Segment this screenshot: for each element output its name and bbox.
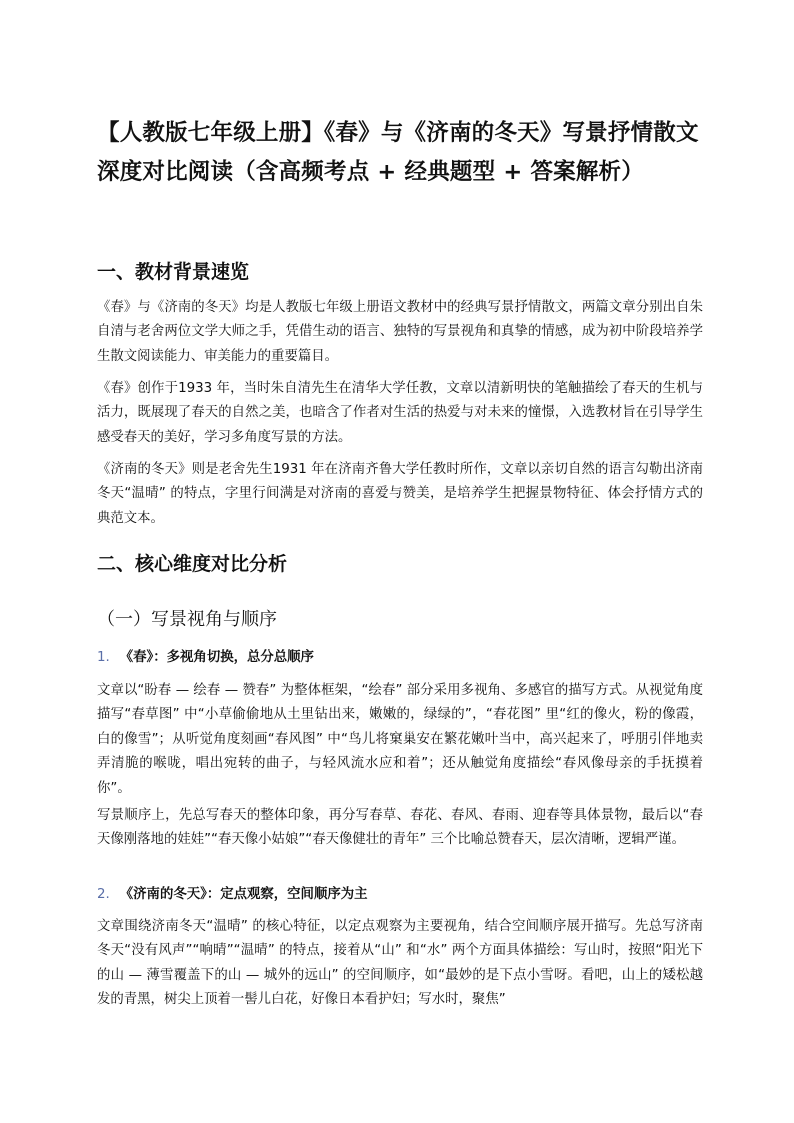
list-item-jinan [97, 883, 368, 907]
section-heading-background: 一、教材背景速览 [97, 261, 250, 283]
list-item-chun [97, 646, 314, 670]
list-item-label: 《春》：多视角切换，总分总顺序 [119, 650, 314, 665]
document-title: 【人教版七年级上册】《春》与《济南的冬天》写景抒情散文深度对比阅读（含高频考点 + 经典题型 + 答案解析） [97, 120, 699, 185]
chun-paragraph-1: 文章以“盼春 — 绘春 — 赞春” 为整体框架，“绘春” 部分采用多视角、多感官的描写方式。从视觉角度描写“春草图” 中“小草偷偷地从土里钻出来，嫩嫩的，绿绿的”，“春花图” 里“红的像火，粉的像霞，白的像雪”；从听觉角度刻画“春风图” 中“鸟儿将窠巢安在繁花嫩叶当中，高兴起来了，呼朋引伴地卖弄清脆的喉咙，唱出宛转的曲子，与轻风流水应和着”；还从触觉角度描绘“春风像母亲的手抚摸着你”。 [97, 683, 703, 796]
background-paragraph-2: 《春》创作于1933 年，当时朱自清先生在清华大学任教，文章以清新明快的笔触描绘了春天的生机与活力，既展现了春天的自然之美，也暗含了作者对生活的热爱与对未来的憧憬，入选教材旨在引导学生感受春天的美好，学习多角度写景的方法。 [97, 381, 703, 445]
jinan-paragraph-1: 文章围绕济南冬天“温晴” 的核心特征，以定点观察为主要视角，结合空间顺序展开描写。先总写济南冬天“没有风声”“响晴”“温晴” 的特点，接着从“山” 和“水” 两个方面具体描绘：写山时，按照“阳光下的山 — 薄雪覆盖下的山 — 城外的远山” 的空间顺序，如“最妙的是下点小雪呀。看吧，山上的矮松越发的青黑，树尖上顶着一髻儿白花，好像日本看护妇；写水时，聚焦” [97, 919, 703, 1008]
list-item-number: 1. [97, 650, 110, 665]
list-item-label: 《济南的冬天》：定点观察，空间顺序为主 [119, 887, 368, 902]
background-paragraph-3: 《济南的冬天》则是老舍先生1931 年在济南齐鲁大学任教时所作，文章以亲切自然的语言勾勒出济南冬天“温晴” 的特点，字里行间满是对济南的喜爱与赞美，是培养学生把握景物特征、体会抒情方式的典范文本。 [97, 462, 703, 526]
list-item-number: 2. [97, 887, 110, 902]
background-paragraph-1: 《春》与《济南的冬天》均是人教版七年级上册语文教材中的经典写景抒情散文，两篇文章分别出自朱自清与老舍两位文学大师之手，凭借生动的语言、独特的写景视角和真挚的情感，成为初中阶段培养学生散文阅读能力、审美能力的重要篇目。 [97, 300, 703, 364]
section-heading-comparison: 二、核心维度对比分析 [97, 553, 288, 575]
chun-paragraph-2: 写景顺序上，先总写春天的整体印象，再分写春草、春花、春风、春雨、迎春等具体景物，最后以“春天像刚落地的娃娃”“春天像小姑娘”“春天像健壮的青年” 三个比喻总赞春天，层次清晰，逻辑严谨。 [97, 808, 703, 848]
subsection-heading-perspective: （一）写景视角与顺序 [97, 609, 277, 630]
